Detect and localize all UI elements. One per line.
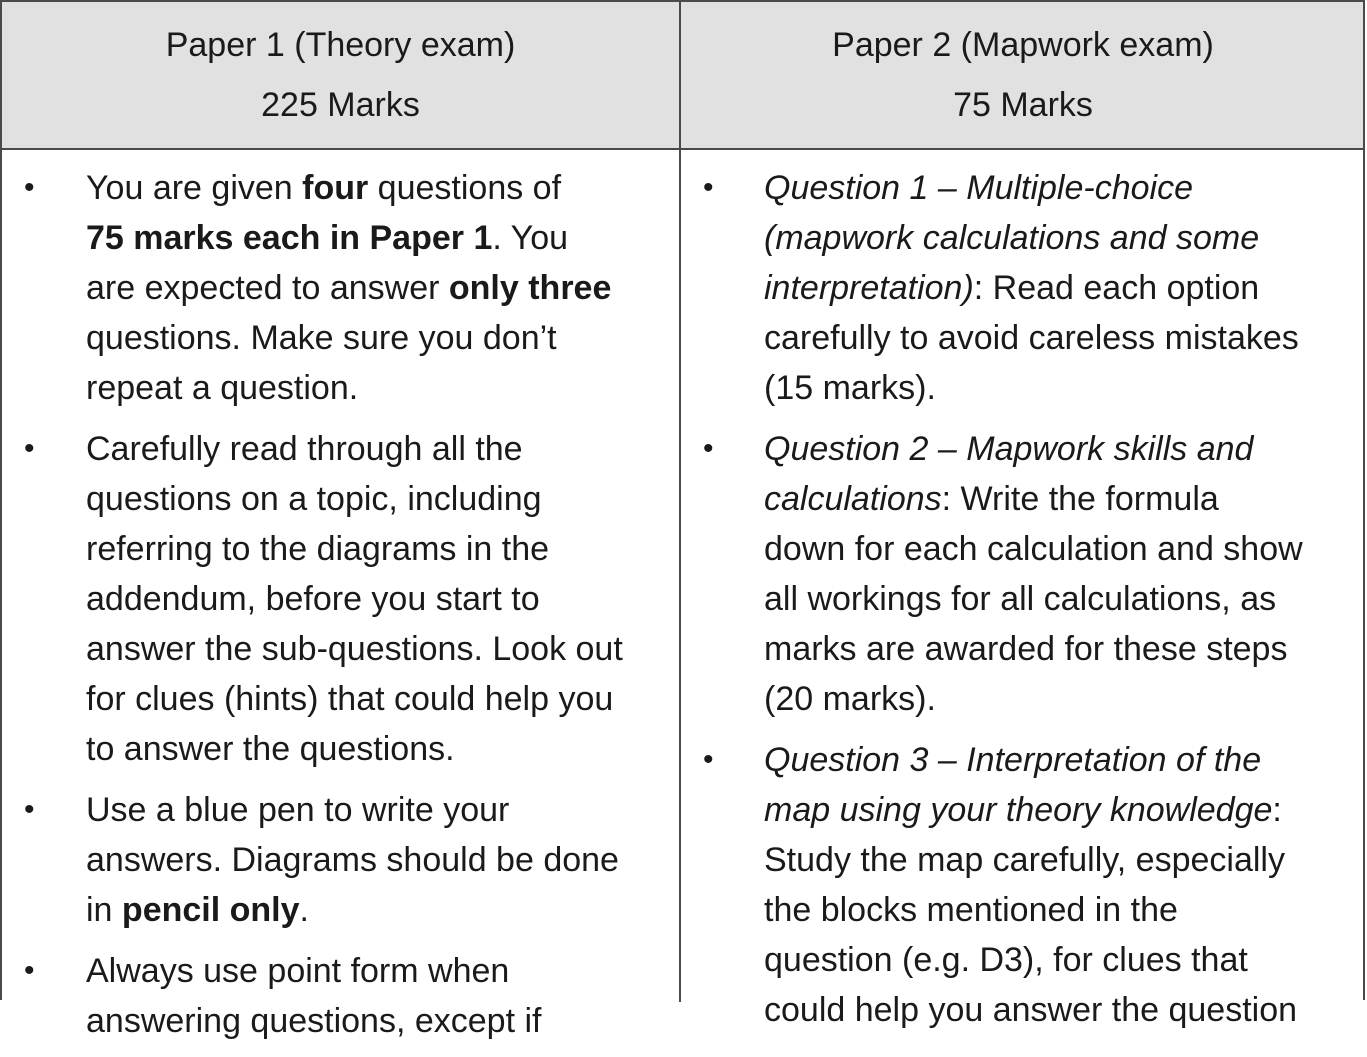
header-paper-2 bbox=[681, 2, 1365, 148]
bullet-icon: • bbox=[703, 432, 714, 465]
bullet-icon: • bbox=[24, 954, 35, 987]
paper-1-title bbox=[166, 15, 516, 75]
list-item: • Question 1 – Multiple-choice (mapwork calculations and some interpretation): Read each option carefully to avoid careless mistakes (15 marks). bbox=[703, 163, 1367, 413]
paper-1-name: Paper 1 bbox=[165, 26, 285, 64]
list-item: • Question 3 – Interpretation of the map using your theory knowledge: Study the map carefully, especially the blocks mentioned in the question (e.g. D3), for clues that could help you answer the question bbox=[703, 735, 1367, 1035]
paper-1-tips-list bbox=[2, 150, 679, 1046]
paper-1-subtitle: (Theory exam) bbox=[284, 26, 516, 64]
list-item: • Carefully read through all the questions on a topic, including referring to the diagrams in the addendum, before you start to answer the sub-questions. Look out for clues (hints) that could help you to answer the questions. bbox=[24, 424, 679, 774]
paper-2-name: Paper 2 bbox=[832, 26, 952, 64]
bullet-icon: • bbox=[24, 432, 35, 465]
paper-2-tips-list bbox=[681, 150, 1367, 1035]
list-item: • Always use point form when answering questions, except if bbox=[24, 946, 679, 1046]
paper-2-subtitle: (Mapwork exam) bbox=[951, 26, 1214, 64]
paper-2-marks: 75 Marks bbox=[953, 86, 1093, 124]
bullet-icon: • bbox=[24, 171, 35, 204]
bullet-icon: • bbox=[24, 793, 35, 826]
paper-2-tips-column bbox=[681, 150, 1367, 1046]
paper-2-title bbox=[832, 15, 1214, 75]
bullet-icon: • bbox=[703, 171, 714, 204]
list-item: • Question 2 – Mapwork skills and calculations: Write the formula down for each calculation and show all workings for all calculations, as marks are awarded for these steps (20 marks). bbox=[703, 424, 1367, 724]
header-paper-1 bbox=[2, 2, 679, 148]
list-item: • Use a blue pen to write your answers. Diagrams should be done in pencil only. bbox=[24, 785, 679, 935]
paper-1-marks: 225 Marks bbox=[261, 86, 420, 124]
list-item: • You are given four questions of 75 marks each in Paper 1. You are expected to answer only three questions. Make sure you don’t repeat a question. bbox=[24, 163, 679, 413]
table-header-row bbox=[2, 2, 1363, 150]
bullet-icon: • bbox=[703, 743, 714, 776]
paper-1-tips-column bbox=[2, 150, 679, 1057]
